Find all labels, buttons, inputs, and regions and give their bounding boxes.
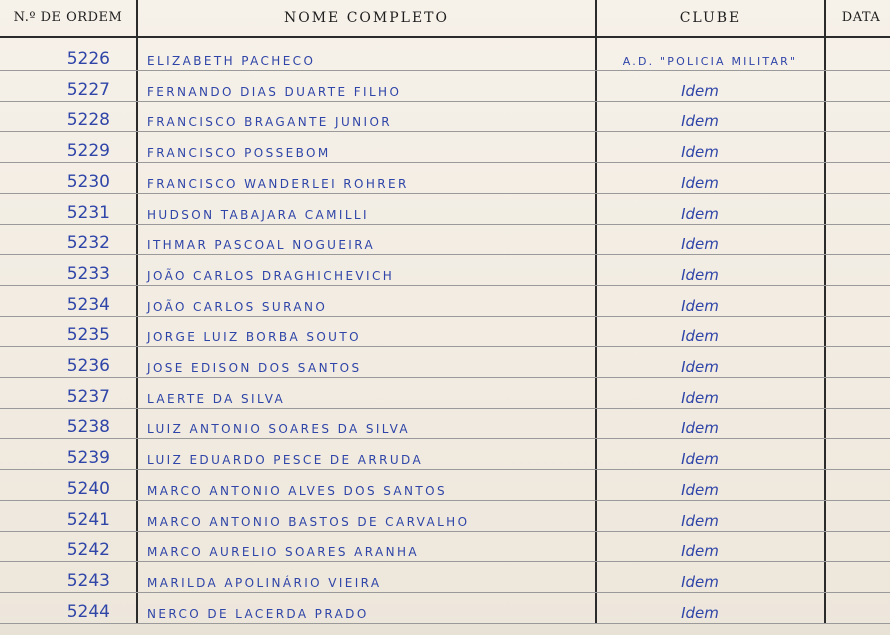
- page-bottom-edge: [0, 624, 890, 635]
- header-club: CLUBE: [679, 10, 742, 26]
- order-number: 5233: [66, 264, 110, 284]
- order-number: 5236: [66, 356, 110, 376]
- row-line: [0, 285, 890, 286]
- row-line: [0, 254, 890, 255]
- full-name: JORGE LUIZ BORBA SOUTO: [147, 330, 361, 344]
- club-name: Idem: [681, 112, 719, 130]
- row-line: [0, 316, 890, 317]
- club-name: Idem: [681, 512, 719, 530]
- full-name: JOÃO CARLOS SURANO: [147, 300, 328, 314]
- order-number: 5239: [66, 448, 110, 468]
- order-number: 5238: [66, 417, 110, 437]
- full-name: FRANCISCO POSSEBOM: [147, 146, 331, 160]
- full-name: LAERTE DA SILVA: [147, 392, 286, 406]
- order-number: 5243: [66, 571, 110, 591]
- full-name: MARCO AURELIO SOARES ARANHA: [147, 545, 420, 559]
- club-name: Idem: [681, 174, 719, 192]
- full-name: LUIZ EDUARDO PESCE DE ARRUDA: [147, 453, 424, 467]
- full-name: FRANCISCO WANDERLEI ROHRER: [147, 177, 409, 191]
- order-number: 5241: [66, 510, 110, 530]
- full-name: FERNANDO DIAS DUARTE FILHO: [147, 85, 402, 99]
- order-number: 5244: [66, 602, 110, 622]
- club-name: Idem: [681, 358, 719, 376]
- row-line: [0, 592, 890, 593]
- club-name: Idem: [681, 542, 719, 560]
- row-line: [0, 193, 890, 194]
- club-name: Idem: [681, 82, 719, 100]
- full-name: ELIZABETH PACHECO: [147, 54, 316, 68]
- row-line: [0, 531, 890, 532]
- club-name: Idem: [681, 604, 719, 622]
- row-line: [0, 162, 890, 163]
- full-name: LUIZ ANTONIO SOARES DA SILVA: [147, 422, 411, 436]
- row-line: [0, 561, 890, 562]
- row-line: [0, 500, 890, 501]
- full-name: JOÃO CARLOS DRAGHICHEVICH: [147, 269, 395, 283]
- club-name: Idem: [681, 297, 719, 315]
- order-number: 5226: [66, 49, 110, 69]
- order-number: 5240: [66, 479, 110, 499]
- full-name: JOSE EDISON DOS SANTOS: [147, 361, 362, 375]
- row-line: [0, 346, 890, 347]
- row-line: [0, 438, 890, 439]
- order-number: 5230: [66, 172, 110, 192]
- row-line: [0, 224, 890, 225]
- row-line: [0, 408, 890, 409]
- order-number: 5234: [66, 295, 110, 315]
- club-name: Idem: [681, 389, 719, 407]
- club-name: A.D. "POLICIA MILITAR": [622, 55, 798, 68]
- row-line: [0, 70, 890, 71]
- club-name: Idem: [681, 205, 719, 223]
- club-name: Idem: [681, 450, 719, 468]
- club-name: Idem: [681, 266, 719, 284]
- full-name: MARILDA APOLINÁRIO VIEIRA: [147, 576, 382, 590]
- order-number: 5227: [66, 80, 110, 100]
- full-name: NERCO DE LACERDA PRADO: [147, 607, 369, 621]
- order-number: 5231: [66, 203, 110, 223]
- header-name: NOME COMPLETO: [283, 10, 449, 26]
- full-name: ITHMAR PASCOAL NOGUEIRA: [147, 238, 376, 252]
- order-number: 5229: [66, 141, 110, 161]
- club-name: Idem: [681, 327, 719, 345]
- header-date: DATA: [841, 10, 881, 25]
- row-line: [0, 469, 890, 470]
- full-name: FRANCISCO BRAGANTE JUNIOR: [147, 115, 393, 129]
- row-line: [0, 377, 890, 378]
- club-name: Idem: [681, 481, 719, 499]
- order-number: 5237: [66, 387, 110, 407]
- club-name: Idem: [681, 573, 719, 591]
- full-name: MARCO ANTONIO ALVES DOS SANTOS: [147, 484, 448, 498]
- club-name: Idem: [681, 419, 719, 437]
- order-number: 5242: [66, 540, 110, 560]
- row-line: [0, 131, 890, 132]
- club-name: Idem: [681, 235, 719, 253]
- full-name: HUDSON TABAJARA CAMILLI: [147, 208, 369, 222]
- order-number: 5232: [66, 233, 110, 253]
- order-number: 5235: [66, 325, 110, 345]
- club-name: Idem: [681, 143, 719, 161]
- full-name: MARCO ANTONIO BASTOS DE CARVALHO: [147, 515, 470, 529]
- row-line: [0, 101, 890, 102]
- header-rule: [0, 36, 890, 38]
- order-number: 5228: [66, 110, 110, 130]
- header-order: N.º DE ORDEM: [13, 10, 123, 25]
